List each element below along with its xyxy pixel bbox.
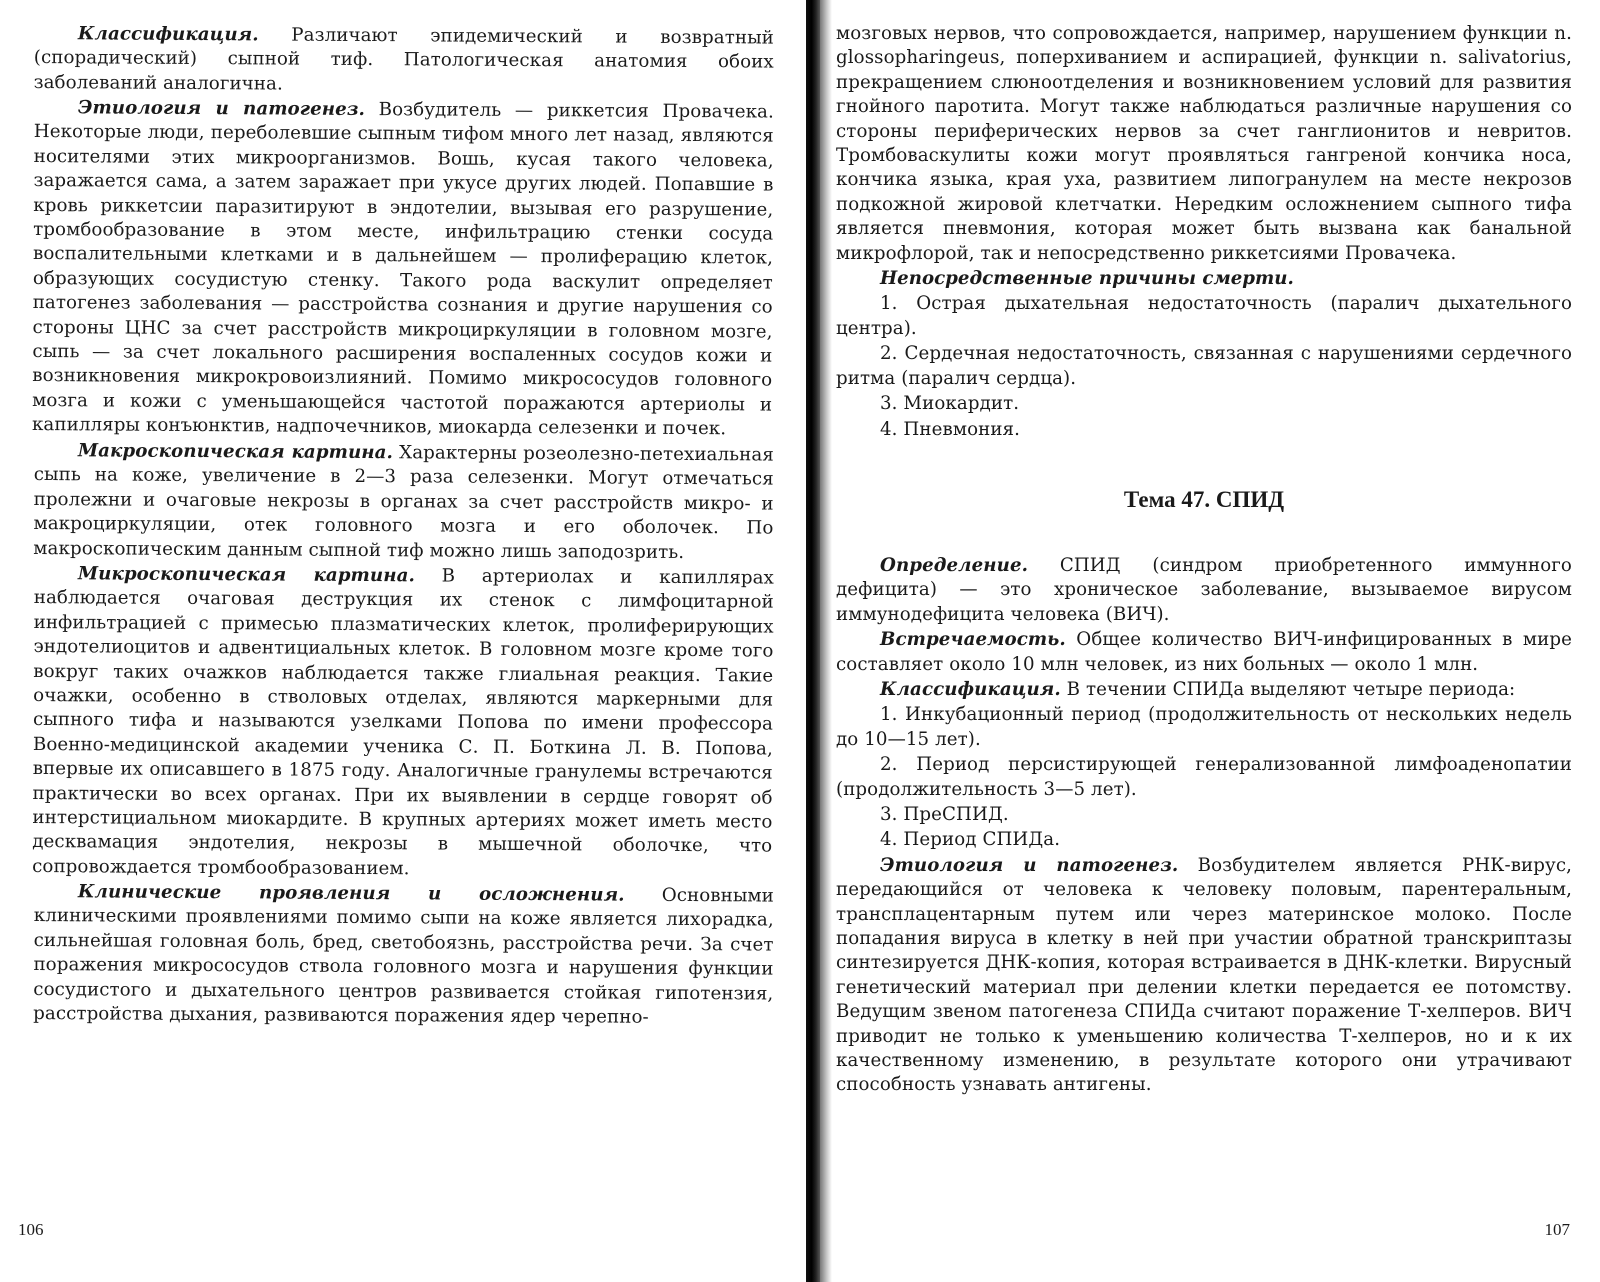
page-number-left: 106 [18,1220,44,1239]
paragraph-text: Основными клиническими проявлениями помимо сыпи на коже является лихорадка, сильнейшая головная боль, бред, светобоязнь, расстройства речи. За счет поражения микрососудов ствола головного мозга и нарушения функции сосудистого и дыхательного центров развивается стойкая гипотензия, расстройства дыхания, развиваются поражения ядер черепно- [33,884,774,1029]
paragraph-definition [836,554,1572,627]
paragraph-lead: Классификация. [77,23,259,46]
list-item: 3. Миокардит. [880,393,1020,415]
paragraph-lead: Определение. [880,554,1029,576]
list-item: 1. Острая дыхательная недостаточность (паралич дыхательного центра). [836,293,1572,339]
paragraph-microscopic [32,562,774,884]
right-page [832,0,1600,1282]
paragraph-text: В течении СПИДа выделяют четыре периода: [1060,678,1516,700]
paragraph-macroscopic [33,439,774,566]
paragraph-text: Возбудителем является РНК-вирус, передающийся от человека к человеку половым, парентеральным, трансплацентарным путем или через материнское молоко. После попадания вируса в клетку в ней при участии обратной транскриптазы синтезируется ДНК-копия, которая встраивается в ДНК-клетки. Вирусный генетический материал при делении клетки передается ее потомству. Ведущим звеном патогенеза СПИДа считают поражение Т-хелперов. ВИЧ приводит не только к уменьшению количества Т-хелперов, но и к их качественному изменению, в результате которого они утрачивают способность узнавать антигены. [836,854,1572,1096]
list-item: 3. ПреСПИД. [880,803,1009,825]
book-gutter-shadow [820,0,832,1282]
paragraph-aids-classification [836,678,1572,702]
paragraph-text: В артериолах и капиллярах наблюдается очаговая деструкция их стенок с лимфоцитарной инфильтрацией с примесью плазматических клеток, пролиферирующих эндотелиоцитов и адвентициальных клеток. В головном мозге кроме того вокруг таких очажков наблюдается также глиальная реакция. Такие очажки, особенно в стволовых отделах, являются маркерными для сыпного тифа и называются узелками Попова по имени профессора Военно-медицинской академии ученика С. П. Боткина Л. В. Попова, впервые их описавшего в 1875 году. Аналогичные гранулемы встречаются практически во всех органах. При их выявлении в сердце говорят об интерстициальном миокардите. В крупных артериях может иметь место десквамация эндотелия, некрозы в мышечной оболочке, что сопровождается тромбообразованием. [32,565,774,880]
paragraph-lead: Встречаемость. [880,629,1066,651]
paragraph-lead: Этиология и патогенез. [77,97,366,121]
death-causes-heading: Непосредственные причины смерти. [880,268,1294,290]
topic-title: Тема 47. СПИД [1123,486,1285,512]
paragraph-text: СПИД (синдром приобретенного иммунного дефицита) — это хроническое заболевание, вызываемое вирусом иммунодефицита человека (ВИЧ). [836,554,1572,625]
paragraph-continuation [836,22,1572,266]
paragraph-classification [34,22,774,100]
list-item: 1. Инкубационный период (продолжительность от нескольких недель до 10—15 лет). [836,704,1572,750]
paragraph-text: Характерны розеолезно-петехиальная сыпь на коже, увеличение в 2—3 раза селезенки. Могут отмечаться пролежни и очаговые некрозы в органах за счет расстройств микро- и макроциркуляции, отек головного мозга и его оболочек. По макроскопическим данным сыпной тиф можно лишь заподозрить. [33,442,774,563]
paragraph-prevalence [836,628,1572,677]
paragraph-etiology [32,96,774,442]
paragraph-text: Различают эпидемический и возвратный (спорадический) сыпной тиф. Патологическая анатомия обоих заболеваний аналогична. [33,24,774,95]
book-gutter [806,0,820,1282]
paragraph-lead: Макроскопическая картина. [77,440,394,464]
paragraph-lead: Клинические проявления и осложнения. [77,881,625,906]
paragraph-clinical [33,880,774,1031]
paragraph-lead: Классификация. [880,678,1061,700]
page-number-right: 107 [1544,1220,1570,1239]
list-item: 4. Пневмония. [880,418,1021,440]
paragraph-lead: Микроскопическая картина. [77,563,416,587]
list-item: 4. Период СПИДа. [880,829,1061,851]
paragraph-text: Возбудитель — риккетсия Провачека. Некоторые люди, переболевшие сыпным тифом много лет назад, являются носителями этих микроорганизмов. Вошь, кусая такого человека, заражается сама, а затем заражает при укусе других людей. Попавшие в кровь риккетсии паразитируют в эндотелии, вызывая его разрушение, тромбообразование в этом месте, инфильтрацию стенки сосуда воспалительными клетками и в дальнейшем — пролиферацию клеток, образующих сосудистую стенку. Такого рода васкулит определяет патогенез заболевания — расстройства сознания и другие нарушения со стороны ЦНС за счет расстройств микроциркуляции в головном мозге, сыпь — за счет локального расширения воспаленных сосудов кожи и возникновения микрокровоизлияний. Помимо микрососудов головного мозга и кожи с уменьшающейся частотой поражаются артериолы и капилляры конъюнктив, надпочечников, миокарда селезенки и почек. [31,99,774,440]
list-item: 2. Сердечная недостаточность, связанная с нарушениями сердечного ритма (паралич сердца). [836,343,1572,389]
paragraph-aids-etiology [836,854,1572,1098]
paragraph-lead: Этиология и патогенез. [880,854,1179,876]
paragraph-text: мозговых нервов, что сопровождается, например, нарушением функции n. glossopharingeus, поперхиванием и аспирацией, функции n. salivatorius, прекращением слюноотделения и возникновением условий для развития гнойного паротита. Могут также наблюдаться различные нарушения со стороны периферических нервов за счет ганглионитов и невритов. Тромбоваскулиты кожи могут проявляться гангреной кончика носа, кончика языка, края уха, развитием липогранулем на месте некрозов подкожной жировой клетчатки. Нередким осложнением сыпного тифа является пневмония, которая может быть вызвана как банальной микрофлорой, так и непосредственно риккетсиями Провачека. [836,23,1572,264]
paragraph-text: Общее количество ВИЧ-инфицированных в мире составляет около 10 млн человек, из них больных — около 1 млн. [836,629,1572,675]
list-item: 2. Период персистирующей генерализованной лимфоаденопатии (продолжительность 3—5 лет). [836,754,1572,800]
